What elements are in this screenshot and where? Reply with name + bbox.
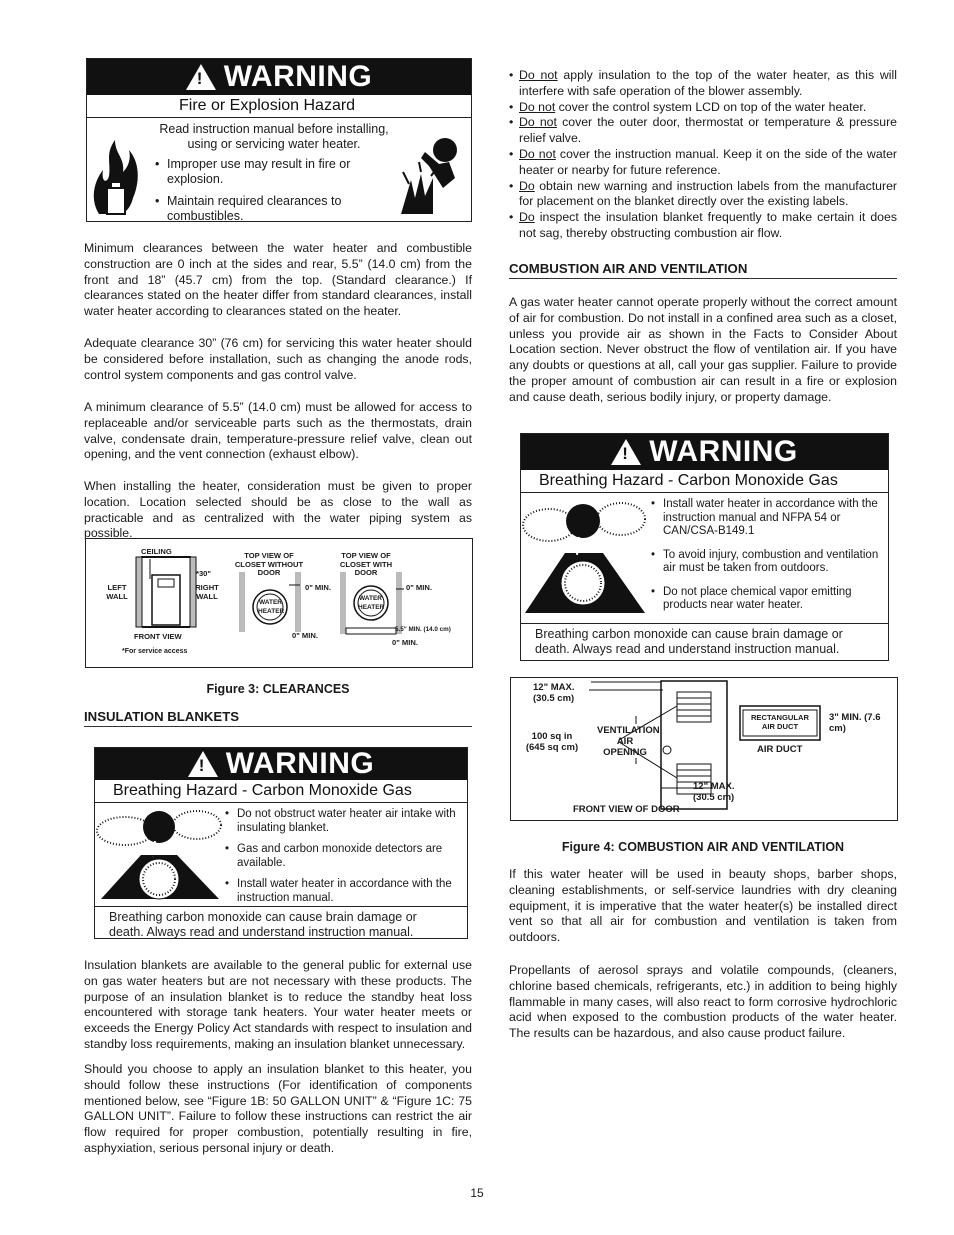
warning-title: WARNING [649,435,798,468]
combustion-air-figure [510,677,898,821]
warning-list [155,157,393,223]
warning-item: • Improper use may result in fire or explosion. [155,157,393,186]
water-heater-label: WATER HEATER [358,595,385,611]
explosion-person-icon [399,118,471,218]
warning-banner [95,748,467,780]
access-clearance-paragraph: A minimum clearance of 5.5” (14.0 cm) must be allowed for access to replaceable and/or serviceable parts such as the thermostats, drain valve, condensate drain, temperature-pressure relief valve, clean out opening, and the vent connection (exhaust elbow). [84,400,472,462]
combustion-air-paragraph: A gas water heater cannot operate properly without the correct amount of air for combustion. Do not install in a confined area such as a closet, unless you provide air as shown in the Facts to Consider About Location section. Never obstruct the flow of ventilation air. If you have any doubts or questions at all, call your gas supplier. Failure to provide the proper amount of combustion air can result in a fire or explosion and cause death, serious bodily injury, or property damage. [509,295,897,404]
left-wall-label: LEFT WALL [106,583,128,601]
warning-item: • Install water heater in accordance with the instruction manual and NFPA 54 or CAN/CSA-B149.1 [651,498,880,539]
area-label: 100 sq in (645 sq cm) [525,731,579,753]
warning-list [225,808,459,905]
aerosol-paragraph: Propellants of aerosol sprays and volatile compounds, (cleaners, chlorine based chemicals, refrigerants, etc.) in addition to being highly flammable in many cases, will also react to form corrosive hydrochloric acid when exposed to the combustion products of the water heater. The results can be hazardous, and also cause product failure. [509,963,897,1041]
breathing-person-icon [521,493,651,623]
thirty-label: *30" [196,569,212,578]
location-paragraph: When installing the heater, consideration must be given to proper location. Location selected should be as close to the wall as practicable and as centralized with the water piping system as possible. [84,479,472,541]
insulation-paragraph: Insulation blankets are available to the general public for external use on gas water heaters but are not necessary with these products. The purpose of an insulation blanket is to reduce the standby heat loss encountered with storage tank heaters. Your water heater meets or exceeds the Energy Policy Act standards with respect to insulation and standby loss requirements, making an insulation blanket unnecessary. [84,958,472,1051]
insulation-rules-list [509,68,897,242]
clearance-paragraph: Minimum clearances between the water heater and combustible construction are 0 inch at the sides and rear, 5.5” (14.0 cm) from the front and 18” (45.7 cm) from the top. (Standard clearance.) If clearances stated on the heater differ from standard clearances, install water heater according to clearances stated on the heater. [84,241,472,319]
warning-subtitle: Fire or Explosion Hazard [87,95,471,118]
front-clearance-label: 5.5" MIN. (14.0 cm) [395,626,451,633]
three-min-label: 3" MIN. (7.6 cm) [829,712,881,734]
warning-triangle-icon: ! [611,439,641,465]
warning-item: • Gas and carbon monoxide detectors are available. [225,843,459,870]
combustion-air-heading: COMBUSTION AIR AND VENTILATION [509,261,897,279]
insulation-instructions-paragraph: Should you choose to apply an insulation blanket to this heater, you should follow these instructions (For identification of components mentioned below, see “Figure 1B: 50 GALLON UNIT” & “Figure 1C: 75 GALLON UNIT”. Failure to follow these instructions can restrict the air flow required for proper combustion, potentially resulting in fire, asphyxiation, serious personal injury or death. [84,1062,472,1155]
zero-min-label: 0" MIN. [406,583,432,592]
top-view-no-door-label: TOP VIEW OF CLOSET WITHOUT DOOR [234,551,304,577]
front-view-door-label: FRONT VIEW OF DOOR [573,804,680,815]
zero-min-label: 0" MIN. [305,583,331,592]
air-duct-label: AIR DUCT [757,744,803,755]
zero-min-label: 0" MIN. [392,638,418,647]
direct-vent-paragraph: If this water heater will be used in beauty shops, barber shops, cleaning establishments, or self-service laundries with dry cleaning equipment, it is imperative that the water heater(s) be installed direct vent so that all air for combustion and ventilation is taken from outdoors. [509,867,897,945]
top-view-door-label: TOP VIEW OF CLOSET WITH DOOR [339,551,393,577]
list-item: • Do not cover the outer door, thermostat or temperature & pressure relief valve. [509,115,897,147]
front-view-label: FRONT VIEW [134,632,182,641]
rectangular-duct-label: RECTANGULAR AIR DUCT [750,713,810,731]
water-heater-label: WATER HEATER [258,599,285,615]
list-item: • Do obtain new warning and instruction labels from the manufacturer for placement on the blanket directly over the existing labels. [509,179,897,211]
bottom-max-label: 12" MAX. (30.5 cm) [693,781,735,803]
list-item: • Do not apply insulation to the top of the water heater, as this will interfere with safe operation of the blower assembly. [509,68,897,100]
warning-banner [521,434,888,470]
service-access-label: *For service access [122,648,188,655]
figure-3-caption: Figure 3: CLEARANCES [206,682,350,696]
warning-list [651,498,880,613]
figure-4-caption: Figure 4: COMBUSTION AIR AND VENTILATION [561,840,845,854]
clearances-figure [85,538,473,668]
warning-item: • Install water heater in accordance with the instruction manual. [225,878,459,905]
fire-warning-box [86,58,472,222]
warning-item: • Maintain required clearances to combustibles. [155,194,393,223]
warning-intro: Read instruction manual before installing, using or servicing water heater. [159,122,389,151]
list-item: • Do not cover the instruction manual. Keep it on the side of the water heater or nearby for future reference. [509,147,897,179]
carbon-monoxide-warning-box [520,433,889,661]
flame-icon [87,118,145,218]
warning-title: WARNING [225,747,375,780]
ventilation-opening-label: VENTILATION AIR OPENING [597,725,660,758]
warning-item: • Do not place chemical vapor emitting products near water heater. [651,586,880,613]
warning-footer: Breathing carbon monoxide can cause brain damage or death. Always read and understand instruction manual. [95,906,467,943]
list-item: • Do inspect the insulation blanket frequently to make certain it does not sag, thereby obstructing combustion air flow. [509,210,897,242]
warning-item: • To avoid injury, combustion and ventilation air must be taken from outdoors. [651,549,880,576]
warning-footer: Breathing carbon monoxide can cause brain damage or death. Always read and understand instruction manual. [521,623,888,660]
zero-min-label: 0" MIN. [292,631,318,640]
warning-title: WARNING [223,60,373,93]
insulation-blankets-heading: INSULATION BLANKETS [84,709,472,727]
top-max-label: 12" MAX. (30.5 cm) [533,682,575,704]
carbon-monoxide-warning-box [94,747,468,939]
warning-subtitle: Breathing Hazard - Carbon Monoxide Gas [521,470,888,493]
warning-banner [87,59,471,95]
page-number: 15 [470,1186,484,1200]
warning-triangle-icon: ! [186,64,216,90]
list-item: • Do not cover the control system LCD on top of the water heater. [509,100,897,116]
right-wall-label: RIGHT WALL [195,583,219,601]
ceiling-label: CEILING [141,547,172,556]
breathing-person-icon [95,803,225,906]
warning-triangle-icon: ! [188,751,218,777]
warning-subtitle: Breathing Hazard - Carbon Monoxide Gas [95,780,467,803]
warning-item: • Do not obstruct water heater air intake with insulating blanket. [225,808,459,835]
service-clearance-paragraph: Adequate clearance 30” (76 cm) for servicing this water heater should be considered before installation, such as changing the anode rods, control system components and gas control valve. [84,336,472,382]
